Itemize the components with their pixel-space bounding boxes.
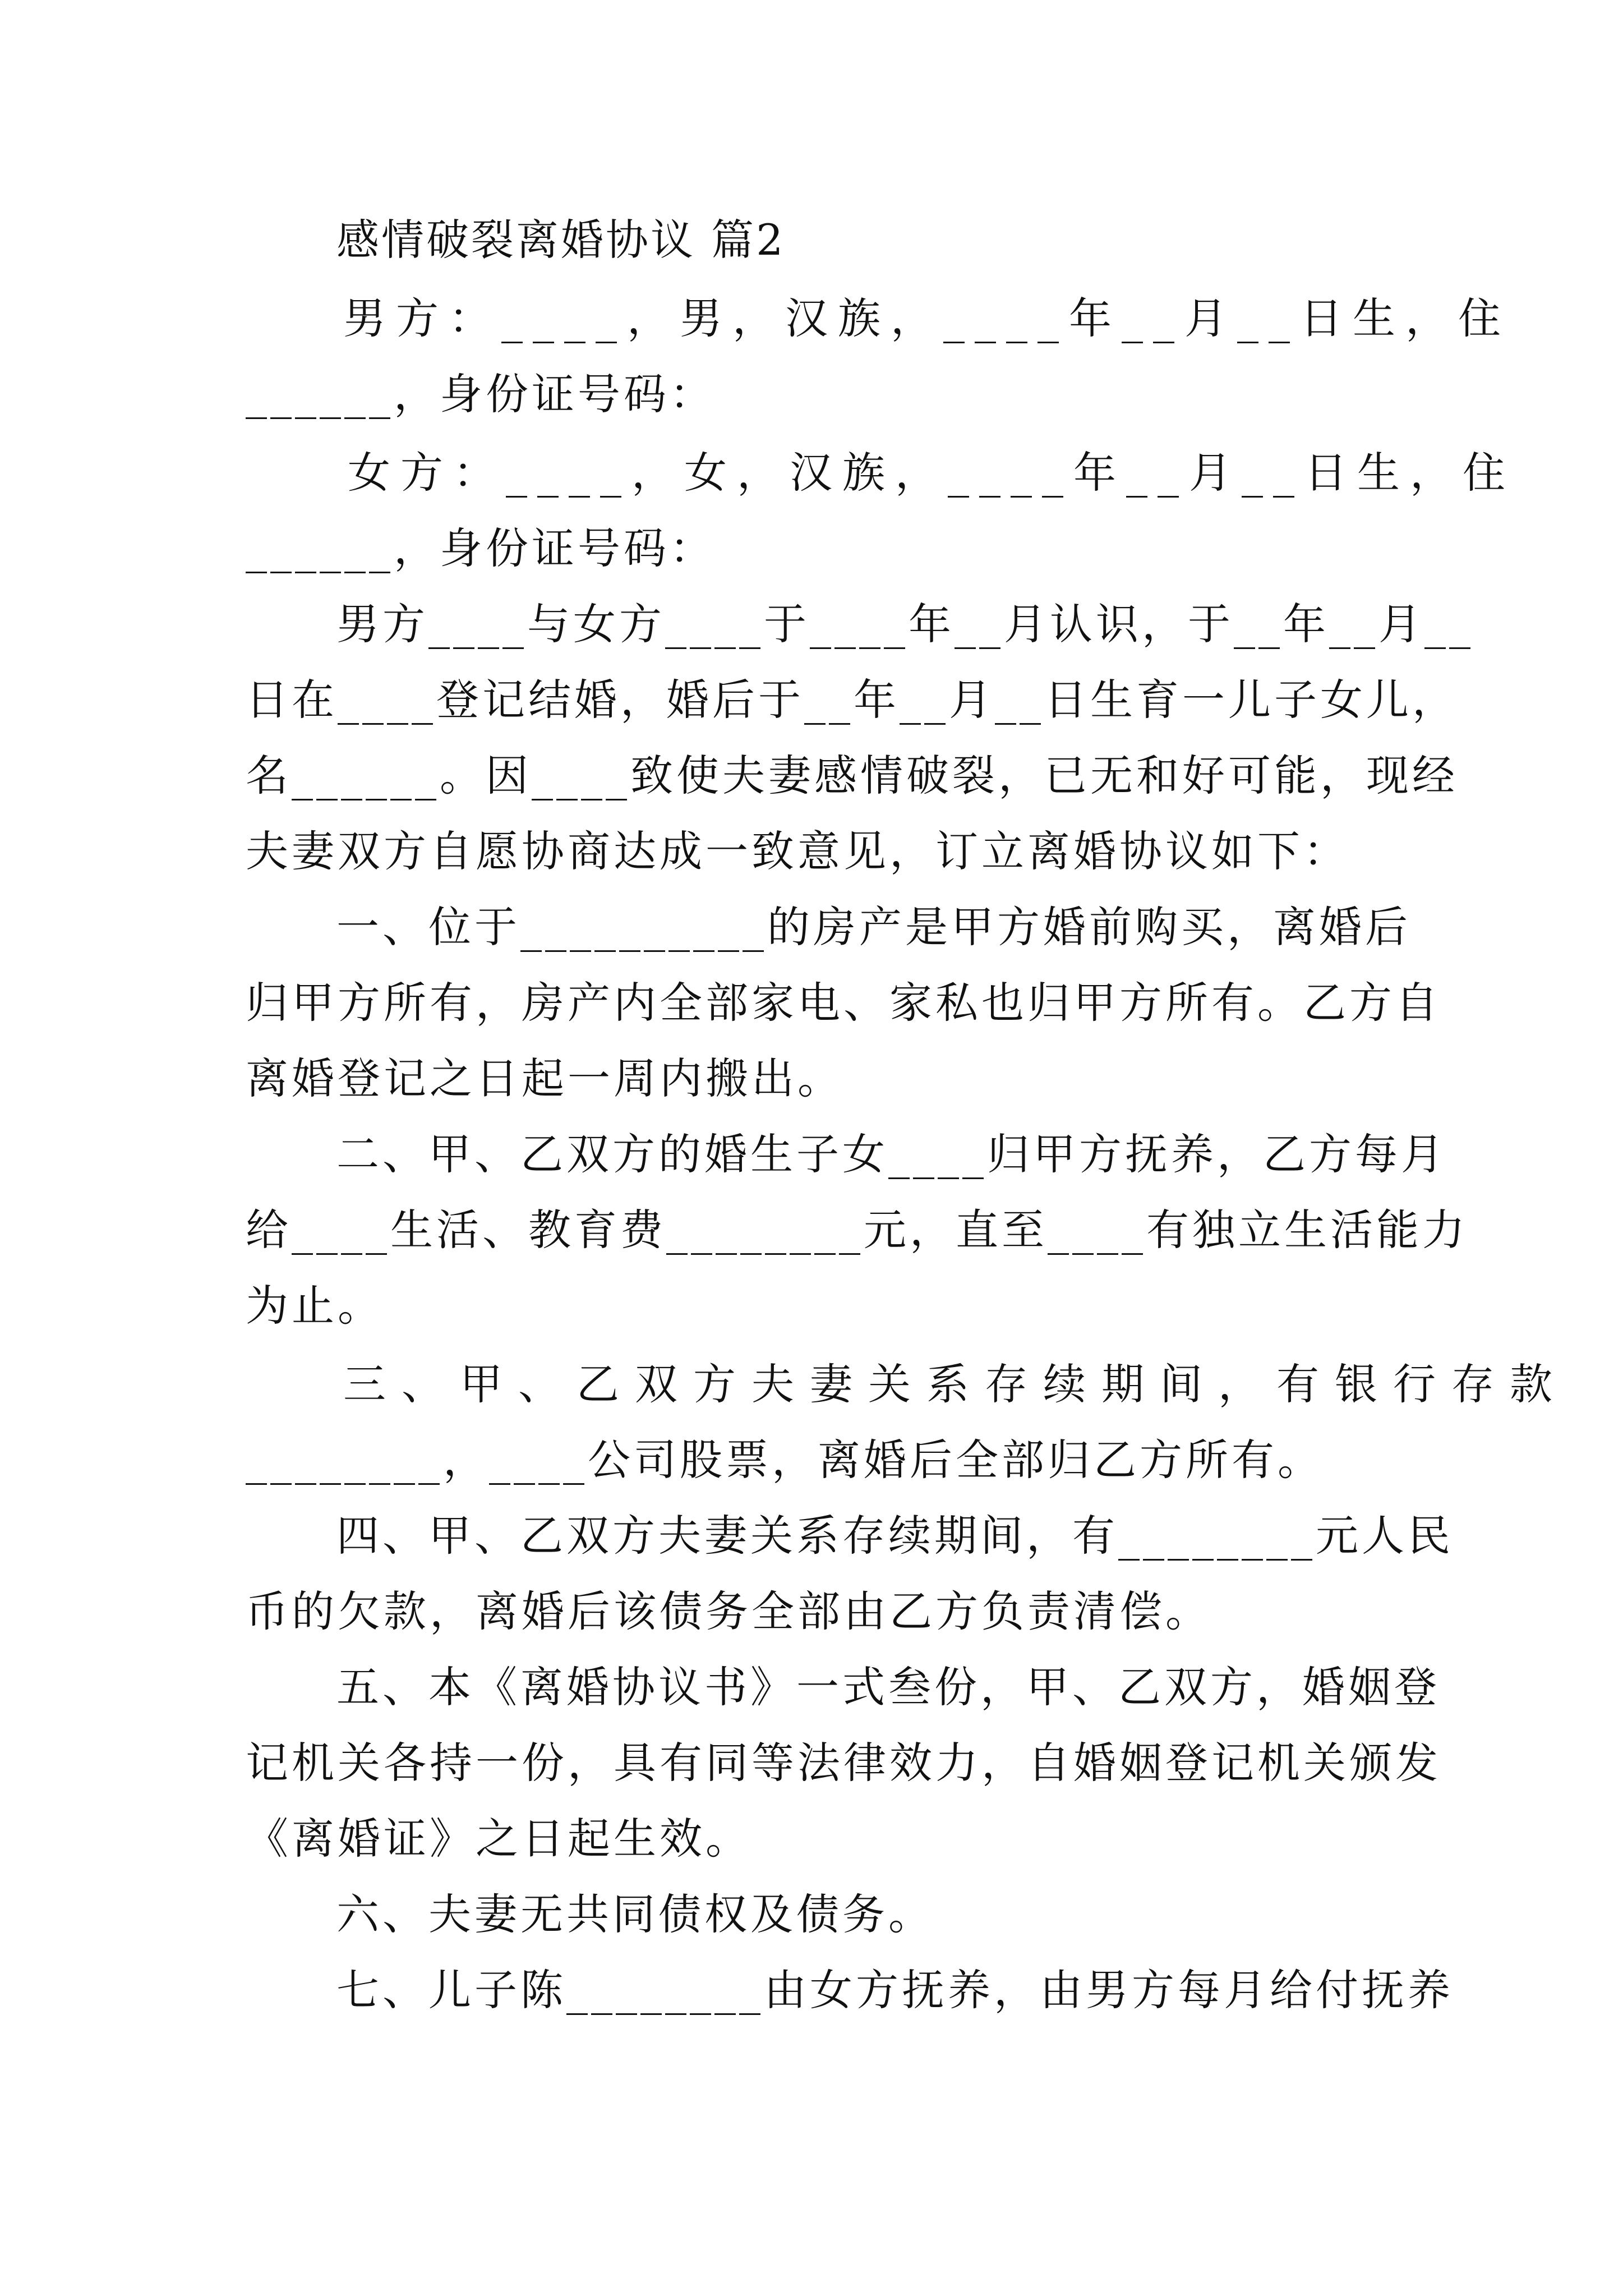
paragraph-line: 夫妻双方自愿协商达成一致意见，订立离婚协议如下： <box>246 826 1349 876</box>
paragraph-line: ______，身份证号码： <box>246 523 716 573</box>
paragraph-line: 七、儿子陈________由女方抚养，由男方每月给付抚养 <box>336 1965 1454 2015</box>
paragraph-line: 日在____登记结婚，婚后于__年__月__日生育一儿子女儿， <box>246 675 1458 725</box>
paragraph-line: 六、夫妻无共同债权及债务。 <box>336 1889 934 1939</box>
paragraph-line: 五、本《离婚协议书》一式叁份，甲、乙双方，婚姻登 <box>336 1662 1440 1712</box>
paragraph-line: 记机关各持一份，具有同等法律效力，自婚姻登记机关颁发 <box>246 1738 1441 1788</box>
paragraph-line: 一、位于__________的房产是甲方婚前购买，离婚后 <box>336 902 1411 952</box>
paragraph-line: 给____生活、教育费________元，直至____有独立生活能力 <box>246 1205 1468 1255</box>
paragraph-line: 男方：____，男，汉族，____年__月__日生，住 <box>343 293 1511 343</box>
paragraph-line: ________，____公司股票，离婚后全部归乙方所有。 <box>246 1435 1324 1485</box>
paragraph-line: 名______。因____致使夫妻感情破裂，已无和好可能，现经 <box>246 751 1458 800</box>
document-title: 感情破裂离婚协议 篇2 <box>336 215 786 265</box>
paragraph-line: 币的欠款，离婚后该债务全部由乙方负责清偿。 <box>246 1586 1211 1636</box>
paragraph-line: 三、甲、乙双方夫妻关系存续期间，有银行存款 <box>343 1359 1568 1409</box>
paragraph-line: 四、甲、乙双方夫妻关系存续期间，有________元人民 <box>336 1511 1454 1561</box>
paragraph-line: 归甲方所有，房产内全部家电、家私也归甲方所有。乙方自 <box>246 978 1441 1028</box>
paragraph-line: 为止。 <box>246 1281 384 1331</box>
paragraph-line: ______，身份证号码： <box>246 369 716 419</box>
paragraph-line: 女方：____，女，汉族，____年__月__日生，住 <box>348 448 1515 498</box>
paragraph-line: 二、甲、乙双方的婚生子女____归甲方抚养，乙方每月 <box>336 1129 1447 1179</box>
paragraph-line: 男方____与女方____于____年__月认识，于__年__月__ <box>336 599 1474 649</box>
paragraph-line: 离婚登记之日起一周内搬出。 <box>246 1053 843 1103</box>
paragraph-line: 《离婚证》之日起生效。 <box>246 1814 751 1864</box>
